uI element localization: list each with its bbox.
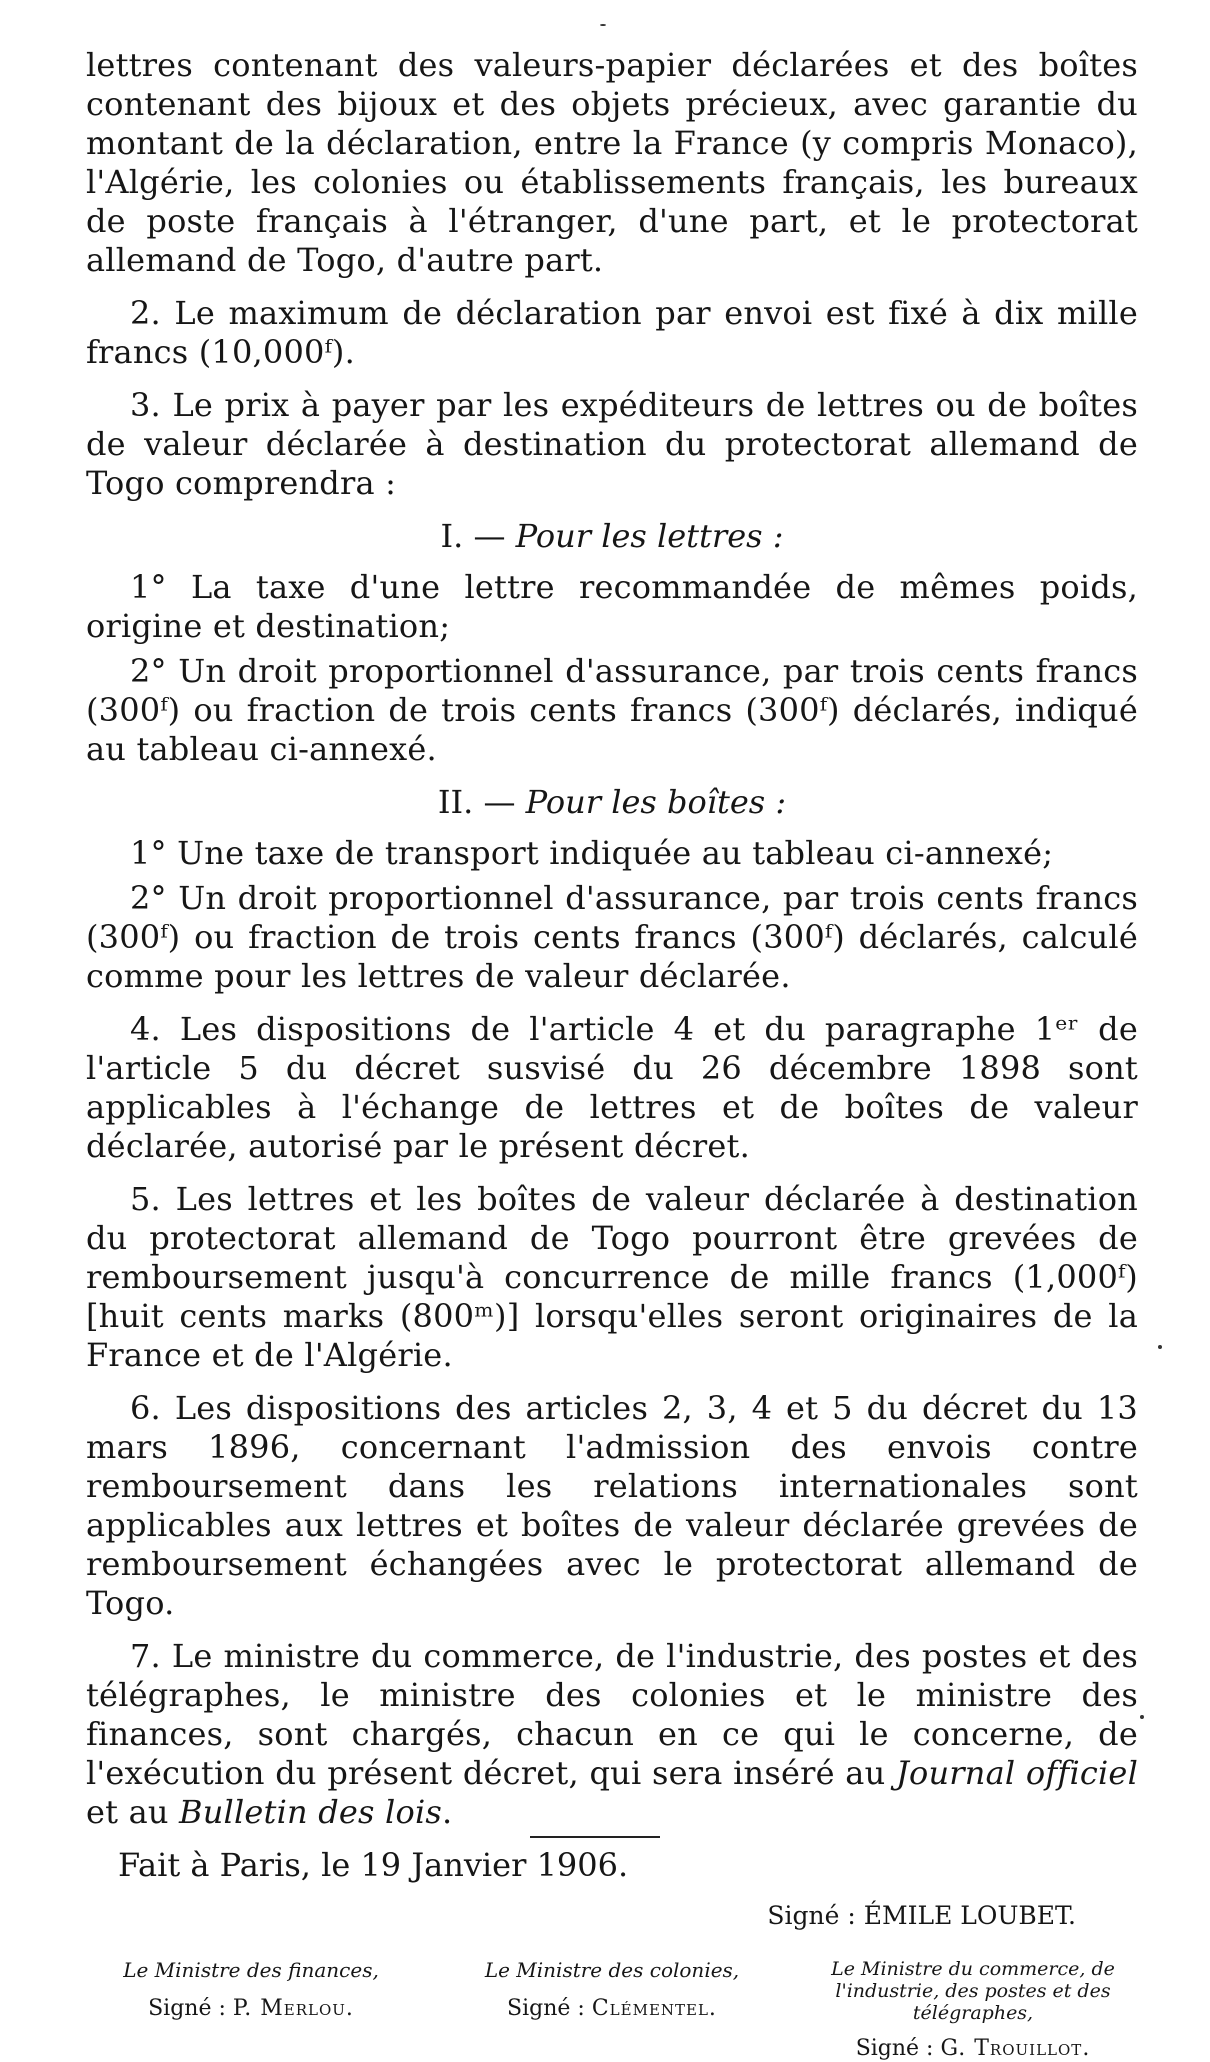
article-7-text-end: .	[442, 1793, 453, 1831]
minister-commerce-name: G. Trouillot.	[940, 2036, 1091, 2061]
article-6: 6. Les dispositions des articles 2, 3, 4 et 5 du décret du 13 mars 1896, concernant l'admission des envois contre remboursement dans les relations internationales sont applicables aux lettres et boîtes de valeur déclarée grevées de remboursement échangées avec le protectorat allemand de Togo.	[86, 1389, 1138, 1622]
minister-colonies-name: Clémentel.	[591, 1996, 717, 2021]
minister-finances-name: P. Merlou.	[232, 1996, 354, 2021]
section-2-item-2: 2° Un droit proportionnel d'assurance, par trois cents francs (300ᶠ) ou fraction de trois cents francs (300ᶠ) déclarés, calculé comme pour les lettres de valeur déclarée.	[86, 879, 1138, 995]
article-7-text-start: 7. Le ministre du commerce, de l'industrie, des postes et des télégraphes, le ministre des colonies et le ministre des finances, sont chargés, chacun en ce qui le concerne, de l'exécution du présent décret, qui sera inséré au	[86, 1637, 1138, 1792]
section-1-item-1: 1° La taxe d'une lettre recommandée de mêmes poids, origine et destination;	[86, 568, 1138, 645]
article-4: 4. Les dispositions de l'article 4 et du paragraphe 1ᵉʳ de l'article 5 du décret susvisé du 26 décembre 1898 sont applicables à l'échange de lettres et de boîtes de valeur déclarée, autorisé par le présent décret.	[86, 1010, 1138, 1165]
minister-colonies-signature	[452, 1996, 772, 2022]
minister-commerce-signature	[808, 2036, 1138, 2062]
minister-colonies-block	[452, 1958, 772, 2022]
print-speck	[1158, 1345, 1162, 1349]
signed-label: Signé :	[855, 2036, 934, 2061]
section-2-item-1: 1° Une taxe de transport indiquée au tableau ci-annexé;	[130, 834, 1054, 872]
document-page	[86, 46, 1138, 2062]
print-speck	[600, 24, 606, 26]
section-2-title: Pour les boîtes :	[525, 783, 787, 821]
signed-label: Signé :	[507, 1996, 585, 2021]
section-2-number: II. —	[437, 783, 516, 821]
article-5: 5. Les lettres et les boîtes de valeur déclarée à destination du protectorat allemand de Togo pourront être grevées de remboursement jusqu'à concurrence de mille francs (1,000ᶠ) [huit cents marks (800ᵐ)] lorsqu'elles seront originaires de la France et de l'Algérie.	[86, 1180, 1138, 1374]
bulletin-des-lois-ref: Bulletin des lois	[179, 1793, 443, 1831]
signed-label: Signé :	[148, 1996, 226, 2021]
ministers-signatures	[86, 1958, 1138, 2062]
section-2-heading	[86, 783, 1138, 822]
minister-finances-title: Le Ministre des finances,	[123, 1958, 379, 1982]
minister-commerce-block	[808, 1958, 1138, 2062]
article-3: 3. Le prix à payer par les expéditeurs de lettres ou de boîtes de valeur déclarée à destination du protectorat allemand de Togo comprendra :	[86, 386, 1138, 502]
article-2: 2. Le maximum de déclaration par envoi est fixé à dix mille francs (10,000ᶠ).	[86, 294, 1138, 371]
section-1-title: Pour les lettres :	[515, 517, 784, 555]
minister-colonies-title: Le Ministre des colonies,	[484, 1958, 740, 1982]
done-at-line: Fait à Paris, le 19 Janvier 1906.	[118, 1846, 629, 1884]
closing-rule	[530, 1836, 660, 1838]
minister-finances-block	[86, 1958, 416, 2022]
president-signature: Signé : ÉMILE LOUBET.	[767, 1901, 1076, 1930]
minister-commerce-title: Le Ministre du commerce, de l'industrie, des postes et des télégraphes,	[831, 1958, 1115, 2024]
section-1-number: I. —	[440, 517, 506, 555]
intro-paragraph: lettres contenant des valeurs-papier déclarées et des boîtes contenant des bijoux et des objets précieux, avec garantie du montant de la déclaration, entre la France (y compris Monaco), l'Algérie, les colonies ou établissements français, les bureaux de poste français à l'étranger, d'une part, et le protectorat allemand de Togo, d'autre part.	[86, 46, 1138, 279]
minister-finances-signature	[86, 1996, 416, 2022]
section-1-heading	[86, 517, 1138, 556]
section-1-item-2: 2° Un droit proportionnel d'assurance, par trois cents francs (300ᶠ) ou fraction de trois cents francs (300ᶠ) déclarés, indiqué au tableau ci-annexé.	[86, 652, 1138, 768]
article-7-text-middle: et au	[86, 1793, 180, 1831]
print-speck	[1140, 1715, 1144, 1719]
article-7	[86, 1637, 1138, 1832]
journal-officiel-ref: Journal officiel	[895, 1754, 1139, 1792]
